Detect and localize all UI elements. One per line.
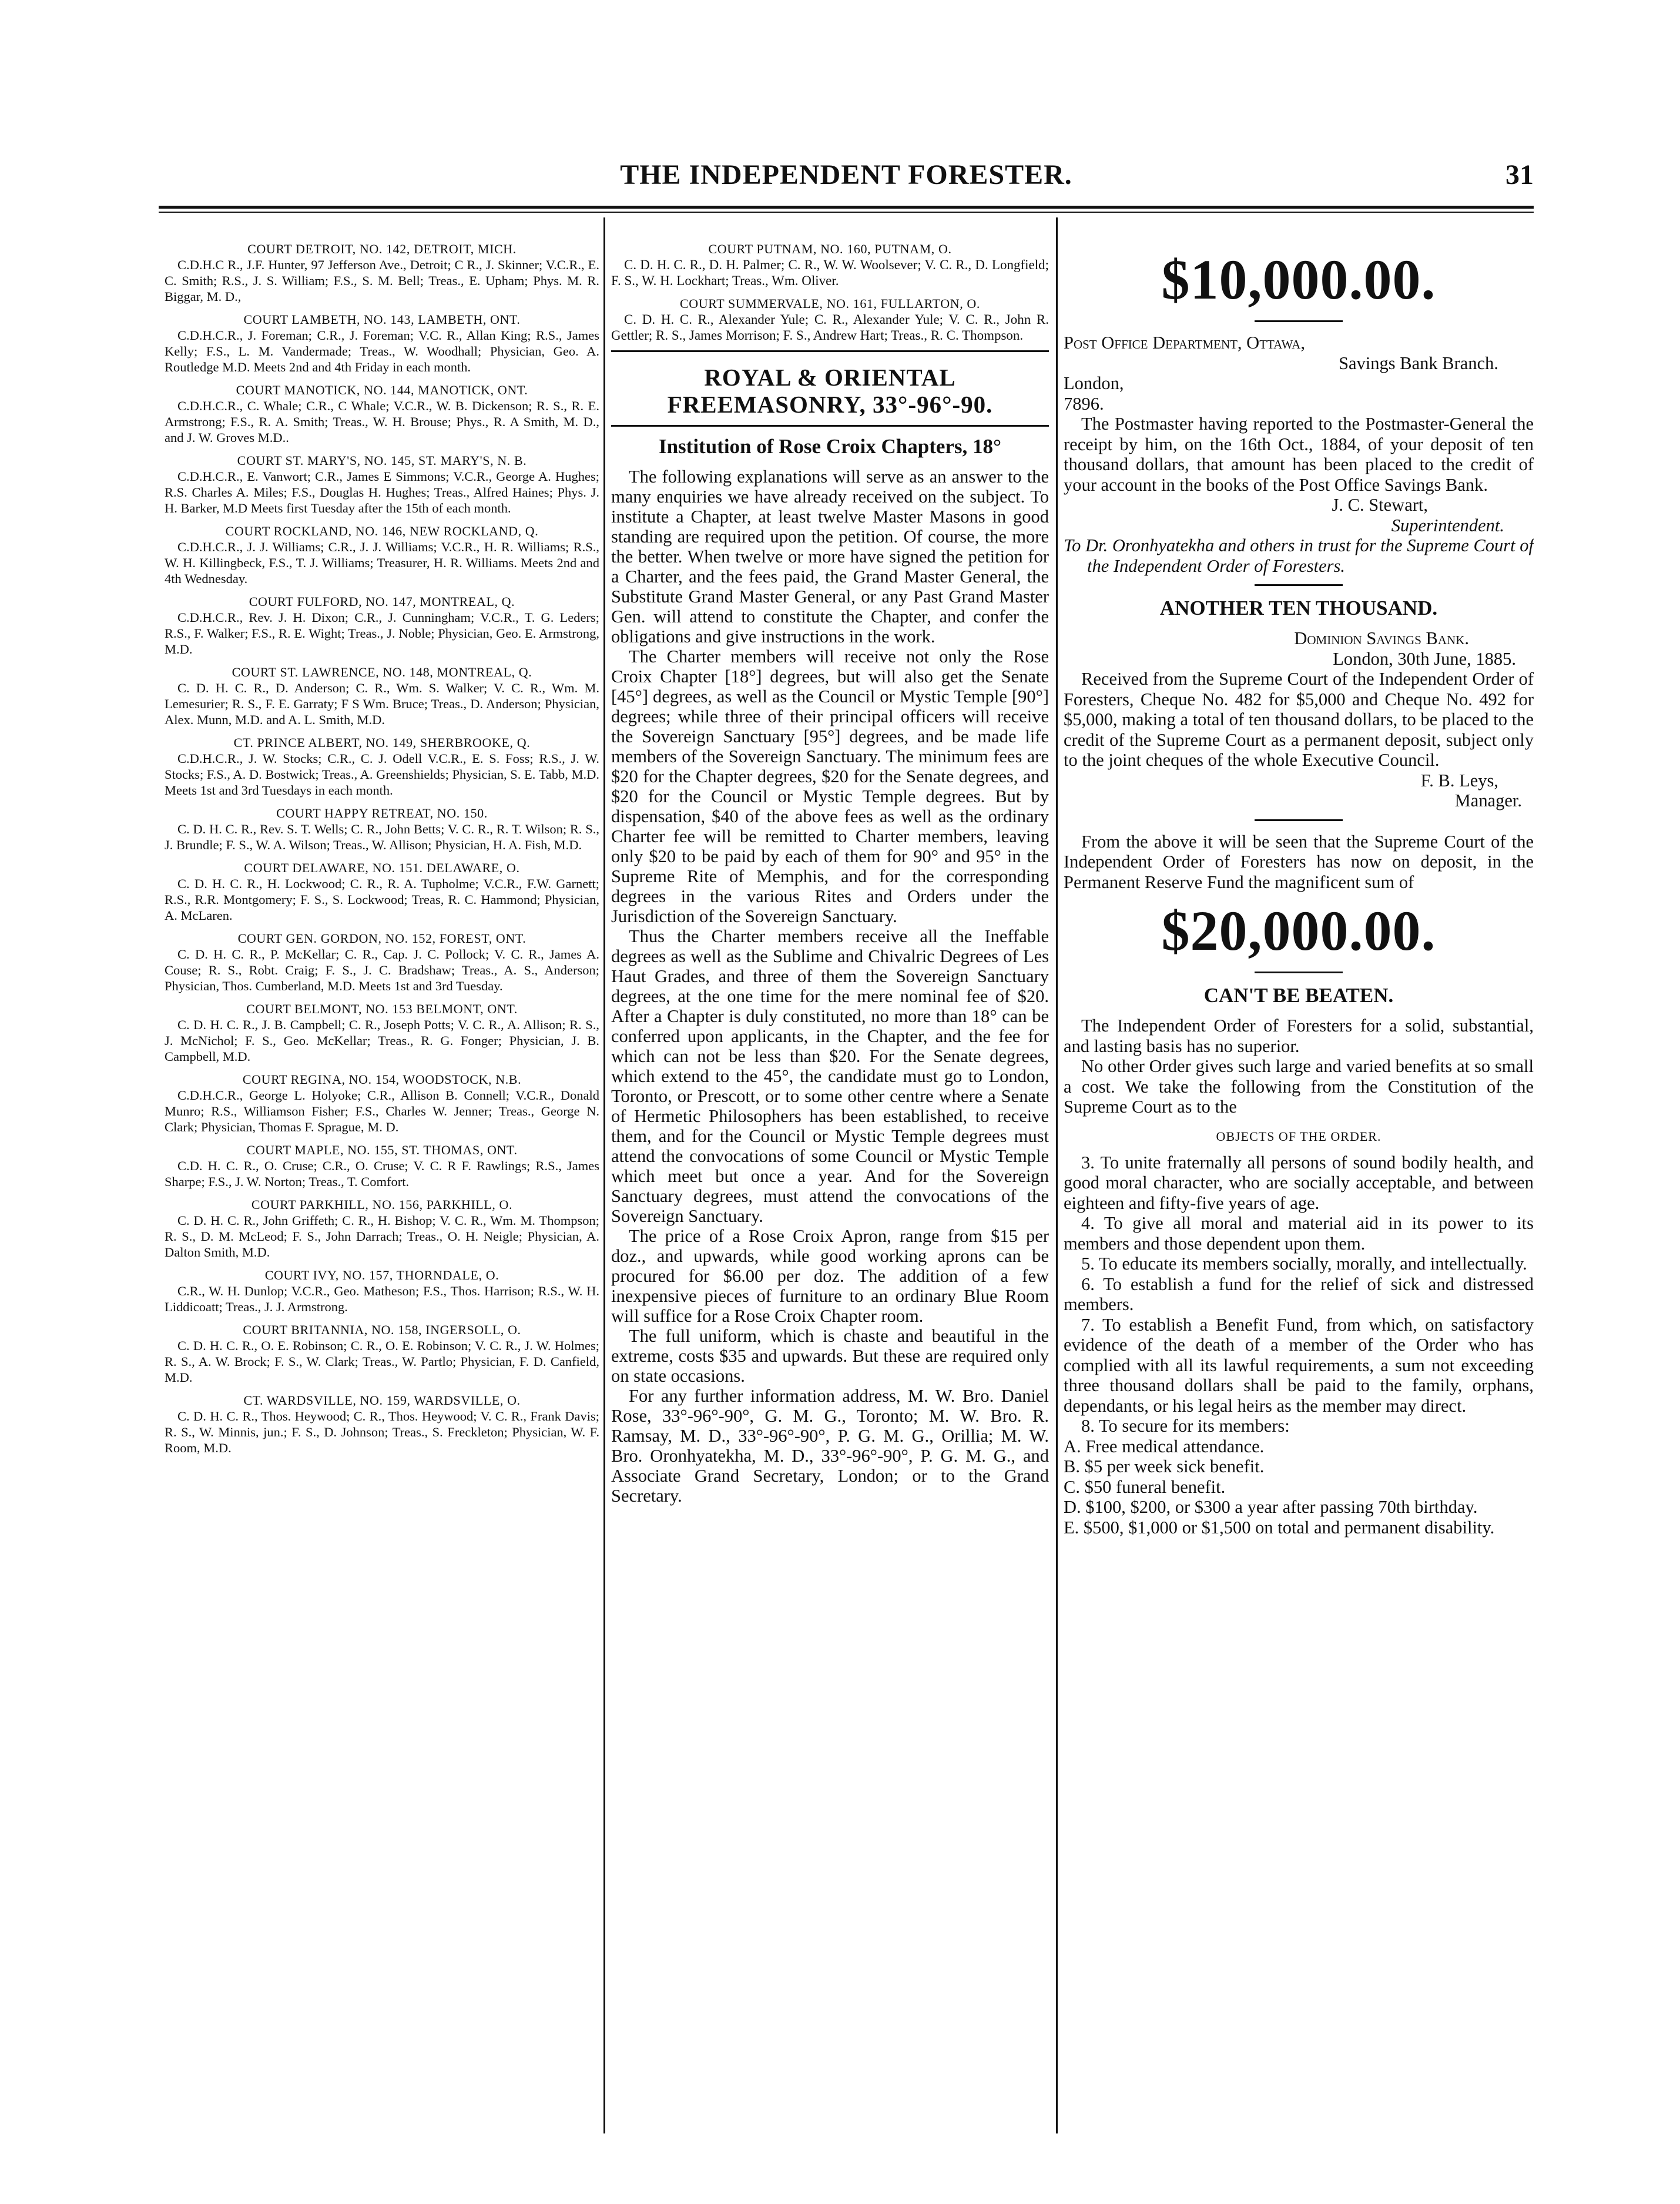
- column-divider: [603, 217, 605, 2133]
- cant-p1: The Independent Order of Foresters for a solid, substantial, and lasting basis has no superior.: [1064, 1016, 1534, 1056]
- divider: [1255, 584, 1343, 586]
- objects-title: OBJECTS OF THE ORDER.: [1216, 1128, 1381, 1144]
- court-heading: COURT PARKHILL, NO. 156, PARKHILL, O.: [251, 1197, 513, 1212]
- court-heading: CT. PRINCE ALBERT, NO. 149, SHERBROOKE, Q.: [233, 735, 531, 750]
- bank-signer: F. B. Leys,: [1420, 770, 1498, 791]
- benefits-list: [1064, 1436, 1534, 1538]
- court-entry: [165, 860, 599, 923]
- article-paragraph: The following explanations will serve as an answer to the many enquiries we have already received on the subject. To institute a Chapter, at least twelve Master Masons in good standing are required upon the petition. Of course, the more the better. When twelve or more have signed the petition for a Charter, and the fees paid, the Grand Master General, the Substitute Grand Master General, or any Past Grand Master Gen. will attend to constitute the Chapter, and confer the obligations and give instructions in the work.: [611, 467, 1049, 647]
- court-entry: [165, 523, 599, 587]
- court-officers: C. D. H. C. R., Thos. Heywood; C. R., Thos. Heywood; V. C. R., Frank Davis; R. S., W. Minnis, jun.; F. S., D. Johnson; Treas., S. Freckleton; Physician, W. F. Room, M.D.: [165, 1409, 599, 1455]
- court-officers: C. D. H. C. R., O. E. Robinson; C. R., O. E. Robinson; V. C. R., J. W. Holmes; R. S., A. W. Brock; F. S., W. Clark; Treas., W. Partlo; Physician, F. D. Canfield, M.D.: [165, 1338, 599, 1385]
- po-year: 7896.: [1064, 393, 1104, 414]
- court-heading: COURT LAMBETH, NO. 143, LAMBETH, ONT.: [243, 312, 521, 327]
- court-heading: COURT MAPLE, NO. 155, ST. THOMAS, ONT.: [246, 1143, 518, 1157]
- court-heading: COURT PUTNAM, NO. 160, PUTNAM, O.: [708, 242, 952, 256]
- court-officers: C. D. H. C. R., D. H. Palmer; C. R., W. W. Woolsever; V. C. R., D. Longfield; F. S., W. H. Lockhart; Treas., Wm. Oliver.: [611, 257, 1049, 288]
- court-officers: C. D. H. C. R., J. B. Campbell; C. R., Joseph Potts; V. C. R., A. Allison; R. S., J. McNichol; F. S., Geo. McKellar; Treas., R. G. Fonger; Physician, J. B. Campbell, M.D.: [165, 1017, 599, 1064]
- court-officers: C.D. H. C. R., O. Cruse; C.R., O. Cruse; V. C. R F. Rawlings; R.S., James Sharpe; F.S., J. W. Norton; Treas., T. Comfort.: [165, 1158, 599, 1189]
- po-branch: Savings Bank Branch.: [1339, 353, 1498, 373]
- court-entry: [165, 1322, 599, 1385]
- object-item: 7. To establish a Benefit Fund, from which, on satisfactory evidence of the death of a member of the Order who has complied with all its lawful requirements, a sum not exceeding three thousand dollars shall be paid to the family, orphans, dependants, or his legal heirs as the member may direct.: [1064, 1314, 1534, 1416]
- cant-p2: No other Order gives such large and varied benefits at so small a cost. We take the following from the Constitution of the Supreme Court as to the: [1064, 1056, 1534, 1117]
- po-signer: J. C. Stewart,: [1332, 495, 1428, 515]
- column-freemasonry: [611, 241, 1049, 1506]
- benefit-item: B. $5 per week sick benefit.: [1064, 1456, 1265, 1476]
- po-signer-title: Superintendent.: [1391, 515, 1504, 535]
- court-heading: COURT GEN. GORDON, NO. 152, FOREST, ONT.: [237, 931, 527, 946]
- court-entry: [165, 1392, 599, 1456]
- po-office: Post Office Department, Ottawa,: [1064, 333, 1305, 353]
- court-officers: C.D.H.C R., J.F. Hunter, 97 Jefferson Ave., Detroit; C R., J. Skinner; V.C.R., E. C. Smith; R.S., J. S. William; F.S., S. M. Bell; Treas., E. Upham; Phys. M. R. Biggar, M. D.,: [165, 257, 599, 304]
- court-officers: C. D. H. C. R., P. McKellar; C. R., Cap. J. C. Pollock; V. C. R., James A. Couse; R. S., Robt. Craig; F. S., J. C. Bradshaw; Treas., A. S., Anderson; Physician, Thos. Cumberland, M.D. Meets 1st and 3rd Tuesday.: [165, 947, 599, 993]
- court-officers: C.D.H.C.R., J. W. Stocks; C.R., C. J. Odell V.C.R., E. S. Foss; R.S., J. W. Stocks; F.S., A. D. Bostwick; Treas., A. Greenshields; Physician, S. E. Tabb, M.D. Meets 1st and 3rd Tuesdays in each month.: [165, 751, 599, 798]
- court-entry: [165, 1267, 599, 1315]
- court-entry: [165, 382, 599, 446]
- court-heading: COURT BRITANNIA, NO. 158, INGERSOLL, O.: [243, 1322, 521, 1337]
- court-heading: COURT REGINA, NO. 154, WOODSTOCK, N.B.: [242, 1072, 522, 1087]
- court-heading: CT. WARDSVILLE, NO. 159, WARDSVILLE, O.: [243, 1393, 521, 1408]
- amount-twenty-thousand: $20,000.00.: [1161, 899, 1436, 962]
- court-officers: C. D. H. C. R., D. Anderson; C. R., Wm. S. Walker; V. C. R., Wm. M. Lemesurier; R. S., F. E. Garraty; F S Wm. Bruce; Treas., D. Anderson; Physician, Alex. Munn, M.D. and A. L. Smith, M.D.: [165, 681, 599, 727]
- court-officers: C.D.H.C.R., J. J. Williams; C.R., J. J. Williams; V.C.R., H. R. Williams; R.S., W. H. Killingbeck, F.S., T. J. Williams; Treasurer, H. R. Williams. Meets 2nd and 4th Wednesday.: [165, 540, 599, 586]
- article-paragraph: The Charter members will receive not only the Rose Croix Chapter [18°] degrees, but will also get the Senate [45°] degrees, as well as the Council or Mystic Temple [90°] degrees; while three of their principal officers will receive the Sovereign Sanctuary [95°] degrees, and be made life members of the Sovereign Sanctuary. The minimum fees are $20 for the Chapter degrees, $20 for the Senate degrees, and $20 for the Council or Mystic Temple degrees. But by dispensation, $40 of the above fees as well as the ordinary Charter fee will be remitted to Charter members, leaving only $20 to be paid by each of them for 90° and 95° in the Supreme Rite of Memphis, and for the corresponding degrees in the various Rites and Orders under the Jurisdiction of the Sovereign Sanctuary.: [611, 647, 1049, 926]
- court-officers: C.R., W. H. Dunlop; V.C.R., Geo. Matheson; F.S., Thos. Harrison; R.S., W. H. Liddicoatt; Treas., J. J. Armstrong.: [165, 1284, 599, 1314]
- section-rule: [611, 350, 1049, 352]
- court-entry: [165, 311, 599, 375]
- page-header: [159, 159, 1534, 200]
- masthead-title: THE INDEPENDENT FORESTER.: [620, 159, 1072, 190]
- court-entry: [165, 1142, 599, 1190]
- court-entry: [165, 735, 599, 798]
- court-entry: [165, 1001, 599, 1064]
- court-heading: COURT ROCKLAND, NO. 146, NEW ROCKLAND, Q.: [225, 524, 539, 538]
- cant-title: CAN'T BE BEATEN.: [1203, 984, 1394, 1007]
- column-court-directory: [165, 241, 599, 1463]
- court-heading: COURT SUMMERVALE, NO. 161, FULLARTON, O.: [680, 296, 980, 311]
- divider: [1255, 972, 1343, 973]
- court-officers: C. D. H. C. R., H. Lockwood; C. R., R. A. Tupholme; V.C.R., F.W. Garnett; R.S., R.R. Montgomery; F. S., S. Lockwood; Treas, R. C. Hammond; Physician, A. McLaren.: [165, 876, 599, 923]
- header-rule-thick: [159, 206, 1534, 209]
- court-entry: [165, 241, 599, 304]
- court-officers: C. D. H. C. R., Rev. S. T. Wells; C. R., John Betts; V. C. R., R. T. Wilson; R. S., J. Brundle; F. S., W. A. Wilson; Treas., W. Allison; Physician, H. A. Fish, M.D.: [165, 822, 599, 852]
- court-heading: COURT IVY, NO. 157, THORNDALE, O.: [264, 1268, 499, 1282]
- benefit-item: E. $500, $1,000 or $1,500 on total and permanent disability.: [1064, 1517, 1495, 1538]
- bank-date: London, 30th June, 1885.: [1333, 648, 1516, 669]
- page-number: 31: [1505, 159, 1534, 190]
- po-place: London,: [1064, 373, 1124, 393]
- court-heading: COURT ST. LAWRENCE, NO. 148, MONTREAL, Q.: [232, 665, 532, 679]
- summary-text: From the above it will be seen that the Supreme Court of the Independent Order of Foresters has now on deposit, in the Permanent Reserve Fund the magnificent sum of: [1064, 831, 1534, 892]
- court-entry: [165, 453, 599, 516]
- object-item: 8. To secure for its members:: [1081, 1416, 1290, 1436]
- court-officers: C.D.H.C.R., E. Vanwort; C.R., James E Simmons; V.C.R., George A. Hughes; R.S. Charles A. Miles; F.S., Douglas H. Hughes; Treas., Alfred Haines; Phys. J. H. Barker, M.D Meets first Tuesday after the 15th of each month.: [165, 469, 599, 515]
- benefit-item: C. $50 funeral benefit.: [1064, 1476, 1226, 1497]
- object-item: 5. To educate its members socially, morally, and intellectually.: [1081, 1254, 1527, 1274]
- court-list: [165, 241, 599, 1456]
- article-paragraph: For any further information address, M. W. Bro. Daniel Rose, 33°-96°-90°, G. M. G., Toronto; M. W. Bro. R. Ramsay, M. D., 33°-96°-90°, P. G. M. G., Orillia; M. W. Bro. Oronhyatekha, M. D., 33°-96°-90°, P. G. M. G., and Associate Grand Secretary, London; or to the Grand Secretary.: [611, 1386, 1049, 1506]
- court-heading: COURT DETROIT, NO. 142, DETROIT, MICH.: [247, 242, 517, 256]
- divider: [1255, 819, 1343, 821]
- header-rule-thin: [159, 212, 1534, 213]
- court-officers: C. D. H. C. R., John Griffeth; C. R., H. Bishop; V. C. R., Wm. M. Thompson; R. S., D. M. McLeod; F. S., John Darrach; Treas., O. H. Neigle; Physician, A. Dalton Smith, M.D.: [165, 1213, 599, 1260]
- court-entry: [165, 594, 599, 657]
- article-paragraph: The price of a Rose Croix Apron, range from $15 per doz., and upwards, while good working aprons can be procured for $6.00 per doz. The addition of a few inexpensive pieces of furniture to an ordinary Blue Room will suffice for a Rose Croix Chapter room.: [611, 1226, 1049, 1326]
- benefit-item: A. Free medical attendance.: [1064, 1436, 1265, 1456]
- court-officers: C.D.H.C.R., Rev. J. H. Dixon; C.R., J. Cunningham; V.C.R., T. G. Leders; R.S., F. Walker; F.S., R. E. Wight; Treas., J. Noble; Physician, Geo. E. Armstrong, M.D.: [165, 610, 599, 656]
- article-paragraph: Thus the Charter members receive all the Ineffable degrees as well as the Sublime and Chivalric Degrees of Les Haut Grades, and three of them the Sovereign Sanctuary degrees, at the one time for the mere nominal fee of $20. After a Chapter is duly constituted, no more than 18° can be conferred upon applicants, in the Chapter, and the fee for which can not be less than $20. For the Senate degrees, which extend to the 45°, the candidate must go to London, Toronto, or Prescott, or to some other centre where a Senate of Hermetic Philosophers has been established, to receive them, and for the Council or Mystic Temple degrees must attend the convocations of some Council or Mystic Temple which meet but once a year. And for the Sovereign Sanctuary degrees, must attend the convocations of the Sovereign Sanctuary.: [611, 926, 1049, 1226]
- court-officers: C.D.H.C.R., C. Whale; C.R., C Whale; V.C.R., W. B. Dickenson; R. S., R. E. Armstrong; F.S., R. A. Smith; Treas., W. H. Brouse; Phys., R. A Smith, M. D., and J. W. Groves M.D..: [165, 398, 599, 445]
- article-paragraph: The full uniform, which is chaste and beautiful in the extreme, costs $35 and upwards. But these are required only on state occasions.: [611, 1326, 1049, 1386]
- section-title: ROYAL & ORIENTAL FREEMASONRY, 33°-96°-90.: [667, 364, 993, 418]
- bank-signer-title: Manager.: [1454, 791, 1522, 810]
- po-addressee: To Dr. Oronhyatekha and others in trust for the Supreme Court of the Independent Order of Foresters.: [1064, 535, 1534, 576]
- court-heading: COURT ST. MARY'S, NO. 145, ST. MARY'S, N. B.: [237, 453, 527, 468]
- court-entry: [165, 930, 599, 994]
- court-entry: [165, 805, 599, 853]
- section-subtitle: Institution of Rose Croix Chapters, 18°: [658, 435, 1002, 458]
- section-rule: [611, 425, 1049, 427]
- court-heading: COURT FULFORD, NO. 147, MONTREAL, Q.: [249, 594, 515, 609]
- court-heading: COURT BELMONT, NO. 153 BELMONT, ONT.: [246, 1001, 518, 1016]
- court-list: [611, 241, 1049, 343]
- objects-list: [1064, 1153, 1534, 1436]
- object-item: 3. To unite fraternally all persons of sound bodily health, and good moral character, who are socially acceptable, and between eighteen and fifty-five years of age.: [1064, 1152, 1534, 1213]
- court-entry: [165, 664, 599, 728]
- court-officers: C. D. H. C. R., Alexander Yule; C. R., Alexander Yule; V. C. R., John R. Gettler; R. S., James Morrison; F. S., Andrew Hart; Treas., R. C. Thompson.: [611, 312, 1049, 343]
- column-divider: [1056, 217, 1058, 2133]
- po-text: The Postmaster having reported to the Postmaster-General the receipt by him, on the 16th Oct., 1884, of your deposit of ten thousand dollars, that amount has been placed to the credit of your account in the books of the Post Office Savings Bank.: [1064, 414, 1534, 495]
- divider: [1255, 320, 1343, 322]
- object-item: 6. To establish a fund for the relief of sick and distressed members.: [1064, 1274, 1534, 1314]
- amount-ten-thousand: $10,000.00.: [1161, 248, 1436, 311]
- court-officers: C.D.H.C.R., George L. Holyoke; C.R., Allison B. Connell; V.C.R., Donald Munro; R.S., Williamson Fisher; F.S., Charles W. Jenner; Treas., George N. Clark; Physician, Thomas F. Sprague, M. D.: [165, 1088, 599, 1134]
- column-deposits: [1064, 241, 1534, 1538]
- court-entry: [611, 296, 1049, 343]
- bank-name: Dominion Savings Bank.: [1294, 628, 1469, 648]
- court-entry: [165, 1071, 599, 1135]
- article-body: [611, 467, 1049, 1506]
- court-officers: C.D.H.C.R., J. Foreman; C.R., J. Foreman; V.C. R., Allan King; R.S., James Kelly; F.S., L. M. Vandermade; Treas., W. Woodhall; Physician, Geo. A. Routledge M.D. Meets 2nd and 4th Friday in each month.: [165, 328, 599, 374]
- bank-text: Received from the Supreme Court of the Independent Order of Foresters, Cheque No. 482 for $5,000 and Cheque No. 492 for $5,000, making a total of ten thousand dollars, to be placed to the credit of the Supreme Court as a permanent deposit, subject only to the joint cheques of the whole Executive Council.: [1064, 669, 1534, 770]
- object-item: 4. To give all moral and material aid in its power to its members and those dependent upon them.: [1064, 1213, 1534, 1254]
- court-entry: [165, 1197, 599, 1260]
- court-entry: [611, 241, 1049, 289]
- another-title: ANOTHER TEN THOUSAND.: [1159, 597, 1438, 619]
- court-heading: COURT DELAWARE, NO. 151. DELAWARE, O.: [244, 860, 520, 875]
- court-heading: COURT HAPPY RETREAT, NO. 150.: [276, 806, 488, 820]
- benefit-item: D. $100, $200, or $300 a year after passing 70th birthday.: [1064, 1497, 1478, 1517]
- court-heading: COURT MANOTICK, NO. 144, MANOTICK, ONT.: [236, 383, 528, 397]
